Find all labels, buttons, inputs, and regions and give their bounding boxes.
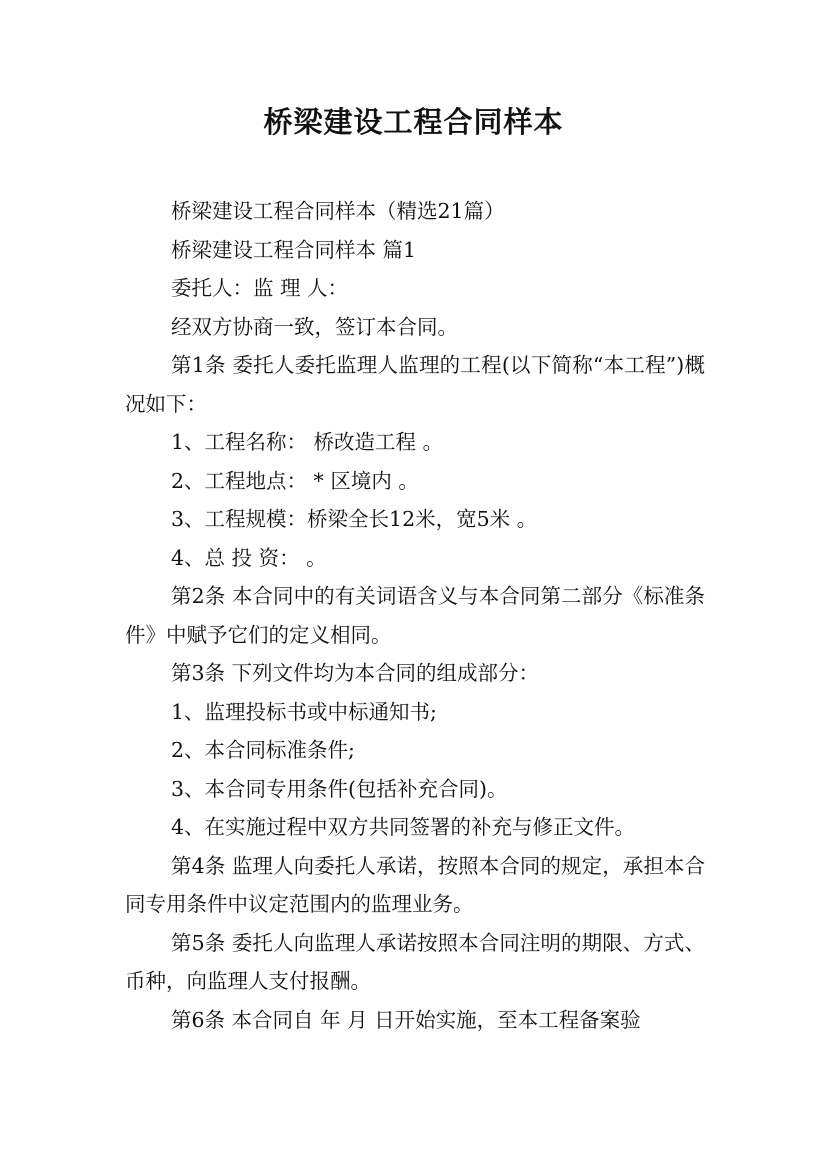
paragraph-doc-item-1: 1、监理投标书或中标通知书; xyxy=(171,699,437,724)
paragraph-article-6: 第6条 本合同自 年 月 日开始实施，至本工程备案验 xyxy=(171,1007,641,1032)
paragraph-project-name: 1、工程名称： 桥改造工程 。 xyxy=(171,430,444,454)
paragraph-doc-item-2: 2、本合同标准条件; xyxy=(171,738,355,762)
paragraph-article-5: 第5条 委托人向监理人承诺按照本合同注明的期限、方式、币种，向监理人支付报酬。 xyxy=(125,930,705,993)
paragraph-project-scale: 3、工程规模：桥梁全长12米，宽5米 。 xyxy=(171,507,538,531)
paragraph-total-investment: 4、总 投 资： 。 xyxy=(171,545,327,570)
paragraph-article-2: 第2条 本合同中的有关词语含义与本合同第二部分《标准条件》中赋予它们的定义相同。 xyxy=(125,584,705,647)
paragraph-agreement: 经双方协商一致，签订本合同。 xyxy=(171,314,458,339)
paragraph-article-4: 第4条 监理人向委托人承诺，按照本合同的规定，承担本合同专用条件中议定范围内的监理业务。 xyxy=(125,853,705,916)
paragraph-parties: 委托人：监 理 人： xyxy=(171,276,349,300)
paragraph-subtitle: 桥梁建设工程合同样本（精选21篇） xyxy=(171,199,505,223)
paragraph-project-location: 2、工程地点： * 区境内 。 xyxy=(171,468,419,493)
document-body xyxy=(125,192,705,1039)
paragraph-doc-item-3: 3、本合同专用条件(包括补充合同)。 xyxy=(171,776,508,801)
paragraph-article-1: 第1条 委托人委托监理人监理的工程(以下简称“本工程”)概况如下： xyxy=(125,353,705,416)
paragraph-doc-item-4: 4、在实施过程中双方共同签署的补充与修正文件。 xyxy=(171,815,636,839)
paragraph-section-heading: 桥梁建设工程合同样本 篇1 xyxy=(171,237,417,262)
paragraph-article-3: 第3条 下列文件均为本合同的组成部分： xyxy=(171,661,540,685)
document-title: 桥梁建设工程合同样本 xyxy=(263,105,564,139)
